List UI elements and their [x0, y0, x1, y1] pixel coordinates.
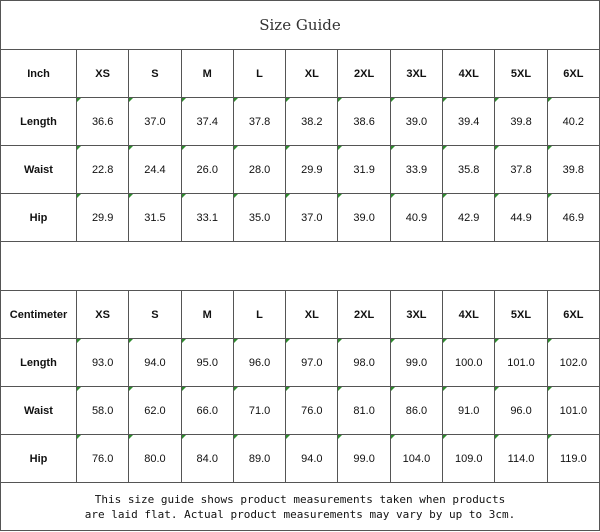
row-label-length: Length [1, 98, 77, 146]
measurement-cell: 24.4 [129, 146, 181, 194]
measurement-cell: 93.0 [77, 339, 129, 387]
size-header-4xl: 4XL [443, 50, 495, 98]
size-header-xs: XS [77, 50, 129, 98]
size-header-l: L [233, 50, 285, 98]
measurement-note [1, 483, 600, 531]
measurement-cell: 31.9 [338, 146, 390, 194]
size-header-m: M [181, 50, 233, 98]
measurement-cell: 62.0 [129, 387, 181, 435]
measurement-cell: 102.0 [547, 339, 599, 387]
table-row [1, 146, 600, 194]
unit-header: Inch [1, 50, 77, 98]
unit-header: Centimeter [1, 291, 77, 339]
measurement-cell: 38.6 [338, 98, 390, 146]
size-header-xl: XL [286, 291, 338, 339]
measurement-cell: 40.2 [547, 98, 599, 146]
measurement-cell: 101.0 [495, 339, 547, 387]
table-row [1, 435, 600, 483]
measurement-cell: 39.8 [495, 98, 547, 146]
measurement-cell: 33.9 [390, 146, 442, 194]
measurement-cell: 29.9 [77, 194, 129, 242]
size-header-6xl: 6XL [547, 50, 599, 98]
page-title: Size Guide [1, 1, 600, 50]
size-header-6xl: 6XL [547, 291, 599, 339]
table-row [1, 339, 600, 387]
size-header-4xl: 4XL [443, 291, 495, 339]
row-label-waist: Waist [1, 387, 77, 435]
measurement-cell: 37.8 [495, 146, 547, 194]
size-header-2xl: 2XL [338, 50, 390, 98]
measurement-cell: 114.0 [495, 435, 547, 483]
measurement-cell: 99.0 [390, 339, 442, 387]
measurement-cell: 37.0 [286, 194, 338, 242]
size-header-xs: XS [77, 291, 129, 339]
table-row [1, 194, 600, 242]
size-header-s: S [129, 50, 181, 98]
measurement-cell: 28.0 [233, 146, 285, 194]
measurement-cell: 109.0 [443, 435, 495, 483]
measurement-cell: 119.0 [547, 435, 599, 483]
measurement-cell: 86.0 [390, 387, 442, 435]
measurement-cell: 94.0 [129, 339, 181, 387]
measurement-cell: 39.0 [338, 194, 390, 242]
measurement-cell: 97.0 [286, 339, 338, 387]
measurement-cell: 76.0 [77, 435, 129, 483]
measurement-cell: 100.0 [443, 339, 495, 387]
measurement-cell: 66.0 [181, 387, 233, 435]
measurement-cell: 37.8 [233, 98, 285, 146]
measurement-cell: 94.0 [286, 435, 338, 483]
measurement-cell: 98.0 [338, 339, 390, 387]
size-header-l: L [233, 291, 285, 339]
measurement-cell: 42.9 [443, 194, 495, 242]
measurement-cell: 39.4 [443, 98, 495, 146]
measurement-cell: 36.6 [77, 98, 129, 146]
measurement-cell: 39.0 [390, 98, 442, 146]
table-row [1, 98, 600, 146]
spacer-cell [1, 242, 600, 291]
measurement-cell: 29.9 [286, 146, 338, 194]
size-header-xl: XL [286, 50, 338, 98]
header-row-inch [1, 50, 600, 98]
measurement-cell: 26.0 [181, 146, 233, 194]
size-header-s: S [129, 291, 181, 339]
table-spacer-row [1, 242, 600, 291]
measurement-cell: 104.0 [390, 435, 442, 483]
measurement-cell: 37.0 [129, 98, 181, 146]
size-header-3xl: 3XL [390, 291, 442, 339]
measurement-cell: 37.4 [181, 98, 233, 146]
row-label-hip: Hip [1, 194, 77, 242]
measurement-cell: 95.0 [181, 339, 233, 387]
measurement-cell: 96.0 [233, 339, 285, 387]
measurement-cell: 84.0 [181, 435, 233, 483]
measurement-cell: 91.0 [443, 387, 495, 435]
measurement-cell: 46.9 [547, 194, 599, 242]
measurement-cell: 22.8 [77, 146, 129, 194]
measurement-cell: 31.5 [129, 194, 181, 242]
row-label-waist: Waist [1, 146, 77, 194]
row-label-hip: Hip [1, 435, 77, 483]
measurement-cell: 35.8 [443, 146, 495, 194]
size-header-3xl: 3XL [390, 50, 442, 98]
measurement-cell: 76.0 [286, 387, 338, 435]
measurement-cell: 44.9 [495, 194, 547, 242]
measurement-cell: 89.0 [233, 435, 285, 483]
measurement-cell: 35.0 [233, 194, 285, 242]
table-row [1, 387, 600, 435]
row-label-length: Length [1, 339, 77, 387]
measurement-cell: 33.1 [181, 194, 233, 242]
measurement-cell: 81.0 [338, 387, 390, 435]
size-header-5xl: 5XL [495, 291, 547, 339]
size-header-5xl: 5XL [495, 50, 547, 98]
measurement-cell: 99.0 [338, 435, 390, 483]
size-header-2xl: 2XL [338, 291, 390, 339]
measurement-cell: 80.0 [129, 435, 181, 483]
note-line-1: This size guide shows product measurements taken when products [94, 492, 506, 506]
measurement-cell: 101.0 [547, 387, 599, 435]
measurement-cell: 39.8 [547, 146, 599, 194]
header-row-centimeter [1, 291, 600, 339]
note-row [1, 483, 600, 531]
measurement-cell: 40.9 [390, 194, 442, 242]
size-header-m: M [181, 291, 233, 339]
note-line-2: are laid flat. Actual product measurements may vary by up to 3cm. [84, 507, 516, 521]
measurement-cell: 38.2 [286, 98, 338, 146]
measurement-cell: 58.0 [77, 387, 129, 435]
measurement-cell: 96.0 [495, 387, 547, 435]
measurement-cell: 71.0 [233, 387, 285, 435]
